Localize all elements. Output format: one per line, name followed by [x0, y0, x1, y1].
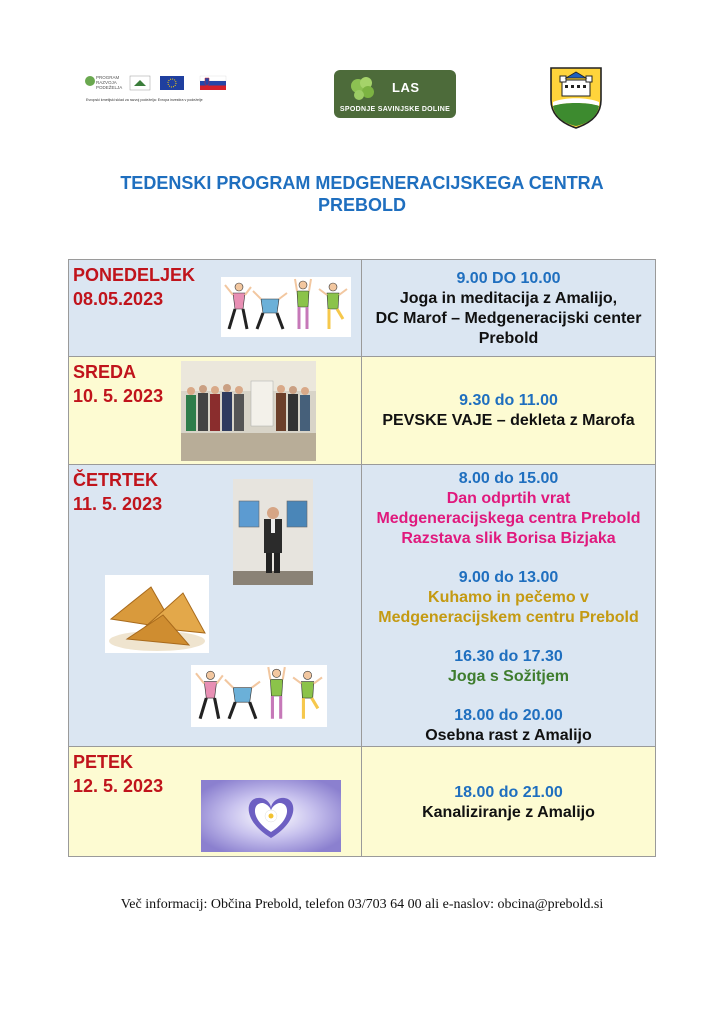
event-time: 16.30 do 17.30	[454, 648, 563, 665]
las-leaf-icon	[344, 74, 384, 104]
page-title-line-2: PREBOLD	[317, 195, 406, 215]
day-cell-thursday	[69, 465, 362, 747]
footer-contact-info: Več informacij: Občina Prebold, telefon 03/703 64 00 ali e-naslov: obcina@prebold.si	[120, 897, 604, 912]
event-description: PEVSKE VAJE – dekleta z Marofa	[382, 412, 635, 429]
day-cell-monday	[69, 260, 362, 357]
schedule-table	[68, 259, 656, 857]
eu-logo-text-3: PODEŽELJA	[96, 85, 123, 90]
schedule-row-wednesday	[69, 357, 656, 465]
event-description: Joga in meditacija z Amalijo,	[399, 290, 618, 307]
event-description: Prebold	[478, 330, 539, 347]
event-description: DC Marof – Medgeneracijski center	[375, 310, 642, 327]
event-description: Medgeneracijskega centra Prebold	[376, 510, 641, 527]
event-time: 9.30 do 11.00	[459, 392, 558, 409]
eu-logo-text-1: PROGRAM	[96, 75, 120, 80]
program-cell-monday	[362, 260, 656, 357]
event-description: Medgeneracijskem centru Prebold	[378, 609, 639, 626]
las-subtitle: SPODNJE SAVINJSKE DOLINE	[339, 106, 451, 113]
day-date: 08.05.2023	[73, 289, 164, 309]
eu-rural-development-logo	[82, 72, 242, 106]
program-cell-wednesday	[362, 357, 656, 465]
header-logos	[0, 66, 724, 130]
event-description: Dan odprtih vrat	[446, 490, 571, 507]
singers-group-photo	[181, 361, 316, 461]
event-description: Kuhamo in pečemo v	[428, 589, 589, 606]
prebold-coat-of-arms	[548, 66, 604, 130]
day-date: 12. 5. 2023	[73, 776, 164, 796]
event-time: 9.00 DO 10.00	[456, 270, 561, 287]
schedule-row-thursday	[69, 465, 656, 747]
las-name: LAS	[392, 80, 420, 95]
event-time: 9.00 do 13.00	[458, 569, 559, 586]
program-cell-friday	[362, 747, 656, 857]
page-title	[60, 172, 664, 216]
pastry-photo	[105, 575, 209, 653]
day-date: 10. 5. 2023	[73, 386, 164, 406]
event-time: 18.00 do 21.00	[454, 784, 563, 801]
day-date: 11. 5. 2023	[73, 494, 163, 514]
event-time: 18.00 do 20.00	[454, 707, 563, 724]
yoga-illustration	[221, 277, 351, 337]
day-cell-wednesday	[69, 357, 362, 465]
day-name: ČETRTEK	[73, 470, 158, 490]
day-name: SREDA	[73, 362, 137, 382]
schedule-row-monday	[69, 260, 656, 357]
eu-logo-text-2: RAZVOJA	[96, 80, 117, 85]
event-time: 8.00 do 15.00	[458, 470, 559, 487]
heart-flower-image	[201, 780, 341, 852]
yoga-illustration	[191, 665, 327, 727]
page-title-line-1: TEDENSKI PROGRAM MEDGENERACIJSKEGA CENTRA	[120, 173, 604, 193]
event-description: Razstava slik Borisa Bizjaka	[401, 530, 616, 547]
day-name: PONEDELJEK	[73, 265, 196, 285]
event-description: Osebna rast z Amalijo	[425, 727, 592, 744]
schedule-row-friday	[69, 747, 656, 857]
eu-logo-caption: Evropski kmetijski sklad za razvoj podeželja: Evropa investira v podeželje	[86, 98, 203, 102]
event-description: Joga s Sožitjem	[448, 668, 569, 685]
painter-exhibition-photo	[233, 479, 313, 585]
day-name: PETEK	[73, 752, 134, 772]
las-logo	[334, 70, 456, 118]
day-cell-friday	[69, 747, 362, 857]
event-description: Kanaliziranje z Amalijo	[422, 804, 595, 821]
program-cell-thursday	[362, 465, 656, 747]
